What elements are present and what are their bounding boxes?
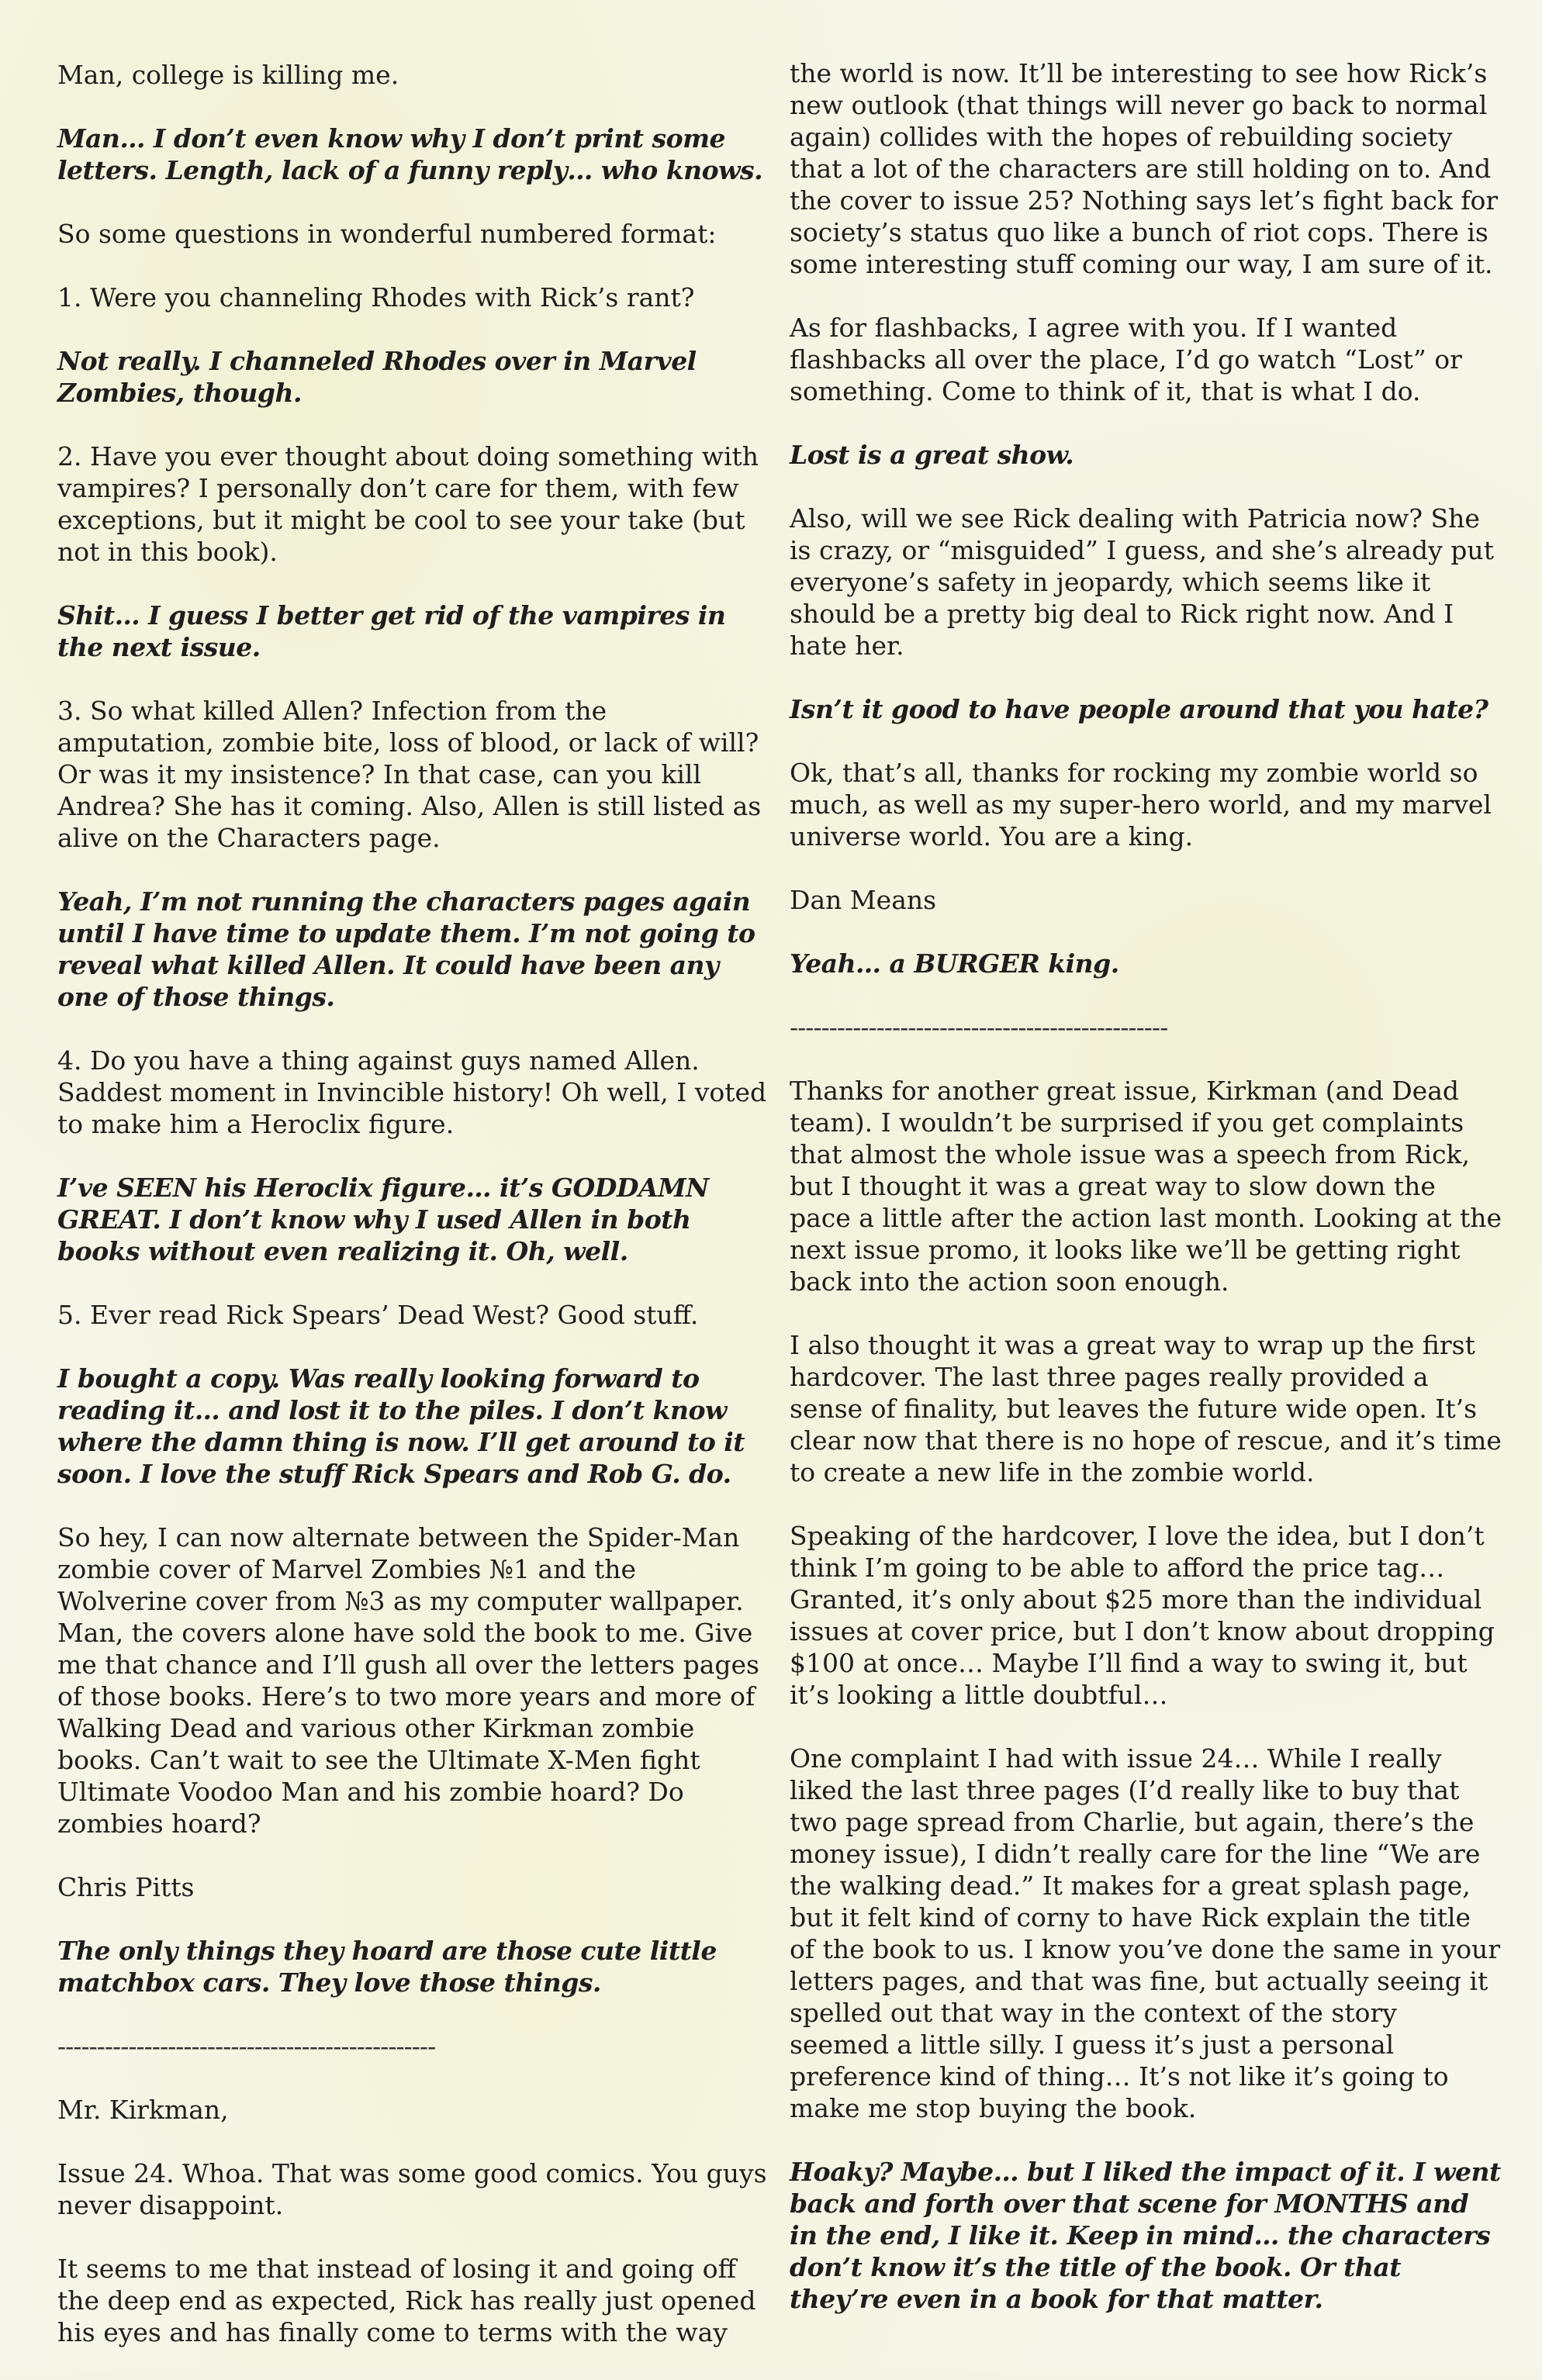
- letter-paragraph: One complaint I had with issue 24… While I really liked the last three pages (I’d really like to buy that two page spread from Charlie, but again, there’s the money issue), I didn’t really care for the line “We are the walking dead.” It makes for a great splash page, but it felt kind of corny to have Rick explain the title of the book to us. I know you’ve done the same in your letters pages, and that was fine, but actually seeing it spelled out that way in the context of the story seemed a little silly. I guess it’s just a personal preference kind of thing… It’s not like it’s going to make me stop buying the book.: [790, 1743, 1501, 2123]
- letter-paragraph: Thanks for another great issue, Kirkman (and Dead team). I wouldn’t be surprised if you get complaints that almost the whole issue was a speech from Rick, but I thought it was a great way to slow down the pace a little after the action last month. Looking at the next issue promo, it looks like we’ll be getting right back into the action soon enough.: [790, 1076, 1502, 1297]
- left-column: [57, 59, 771, 2380]
- editor-reply: Yeah, I’m not running the characters pages again until I have time to update them. I’m not going to reveal what killed Allen. It could have been any one of those things.: [57, 886, 755, 1012]
- editor-reply: Not really. I channeled Rhodes over in Marvel Zombies, though.: [57, 346, 697, 408]
- editor-reply: The only things they hoard are those cute little matchbox cars. They love those things.: [57, 1936, 717, 1998]
- letter-paragraph: the world is now. It’ll be interesting to see how Rick’s new outlook (that things will never go back to normal again) collides with the hopes of rebuilding society that a lot of the characters are still holding on to. And the cover to issue 25? Nothing says let’s fight back for society’s status quo like a bunch of riot cops. There is some interesting stuff coming our way, I am sure of it.: [790, 58, 1499, 279]
- letter-signature: Dan Means: [790, 885, 937, 915]
- letter-paragraph: Issue 24. Whoa. That was some good comics. You guys never disappoint.: [57, 2158, 767, 2220]
- letter-paragraph: 5. Ever read Rick Spears’ Dead West? Good stuff.: [57, 1300, 699, 1330]
- editor-reply: I bought a copy. Was really looking forward to reading it… and lost it to the piles. I don’t know where the damn thing is now. I’ll get around to it soon. I love the stuff Rick Spears and Rob G. do.: [57, 1363, 745, 1489]
- editor-reply: Yeah… a BURGER king.: [790, 948, 1119, 979]
- letter-paragraph: I also thought it was a great way to wrap up the first hardcover. The last three pages really provided a sense of finality, but leaves the future wide open. It’s clear now that there is no hope of rescue, and it’s time to create a new life in the zombie world.: [790, 1330, 1502, 1487]
- letter-separator: ------------------------------------------------: [790, 1012, 1168, 1042]
- letter-paragraph: So hey, I can now alternate between the Spider-Man zombie cover of Marvel Zombies №1 and the Wolverine cover from №3 as my computer wallpaper. Man, the covers alone have sold the book to me. Give me that chance and I’ll gush all over the letters pages of those books. Here’s to two more years and more of Walking Dead and various other Kirkman zombie books. Can’t wait to see the Ultimate X-Men fight Ultimate Voodoo Man and his zombie hoard? Do zombies hoard?: [57, 1522, 759, 1839]
- letter-paragraph: It seems to me that instead of losing it and going off the deep end as expected, Rick has really just opened his eyes and has finally come to terms with the way: [57, 2254, 756, 2347]
- editor-reply: I’ve SEEN his Heroclix figure… it’s GODDAMN GREAT. I don’t know why I used Allen in both books without even realizing it. Oh, well.: [57, 1173, 709, 1266]
- letter-salutation: Mr. Kirkman,: [57, 2095, 229, 2125]
- letter-separator: ------------------------------------------------: [57, 2031, 436, 2061]
- editor-reply: Man… I don’t even know why I don’t print some letters. Length, lack of a funny reply… who knows.: [57, 123, 763, 185]
- editor-reply: Isn’t it good to have people around that you hate?: [790, 694, 1488, 724]
- letter-paragraph: 2. Have you ever thought about doing something with vampires? I personally don’t care for them, with few exceptions, but it might be cool to see your take (but not in this book).: [57, 441, 759, 567]
- letter-paragraph: Also, will we see Rick dealing with Patricia now? She is crazy, or “misguided” I guess, and she’s already put everyone’s safety in jeopardy, which seems like it should be a pretty big deal to Rick right now. And I hate her.: [790, 503, 1494, 661]
- letter-signature: Chris Pitts: [57, 1872, 195, 1902]
- letter-paragraph: As for flashbacks, I agree with you. If I wanted flashbacks all over the place, I’d go watch “Lost” or something. Come to think of it, that is what I do.: [790, 313, 1462, 406]
- letter-paragraph: 4. Do you have a thing against guys named Allen. Saddest moment in Invincible history! Oh well, I voted to make him a Heroclix figure.: [57, 1045, 767, 1139]
- letter-paragraph: Speaking of the hardcover, I love the idea, but I don’t think I’m going to be able to afford the price tag… Granted, it’s only about $25 more than the individual issues at cover price, but I don’t know about dropping $100 at once… Maybe I’ll find a way to swing it, but it’s looking a little doubtful…: [790, 1521, 1495, 1710]
- letter-paragraph: Ok, that’s all, thanks for rocking my zombie world so much, as well as my super-hero world, and my marvel universe world. You are a king.: [790, 758, 1492, 851]
- letter-paragraph: So some questions in wonderful numbered format:: [57, 219, 717, 249]
- editor-reply: Lost is a great show.: [790, 440, 1074, 470]
- editor-reply: Hoaky? Maybe… but I liked the impact of it. I went back and forth over that scene for MONTHS and in the end, I like it. Keep in mind… the characters don’t know it’s the title of the book. Or that they’re even in a book for that matter.: [790, 2157, 1501, 2314]
- letter-paragraph: Man, college is killing me.: [57, 60, 399, 90]
- letter-paragraph: 3. So what killed Allen? Infection from the amputation, zombie bite, loss of blood, or lack of will? Or was it my insistence? In that case, can you kill Andrea? She has it coming. Also, Allen is still listed as alive on the Characters page.: [57, 696, 762, 853]
- letter-paragraph: 1. Were you channeling Rhodes with Rick’s rant?: [57, 282, 695, 313]
- editor-reply: Shit… I guess I better get rid of the vampires in the next issue.: [57, 600, 726, 662]
- right-column: [790, 57, 1503, 2347]
